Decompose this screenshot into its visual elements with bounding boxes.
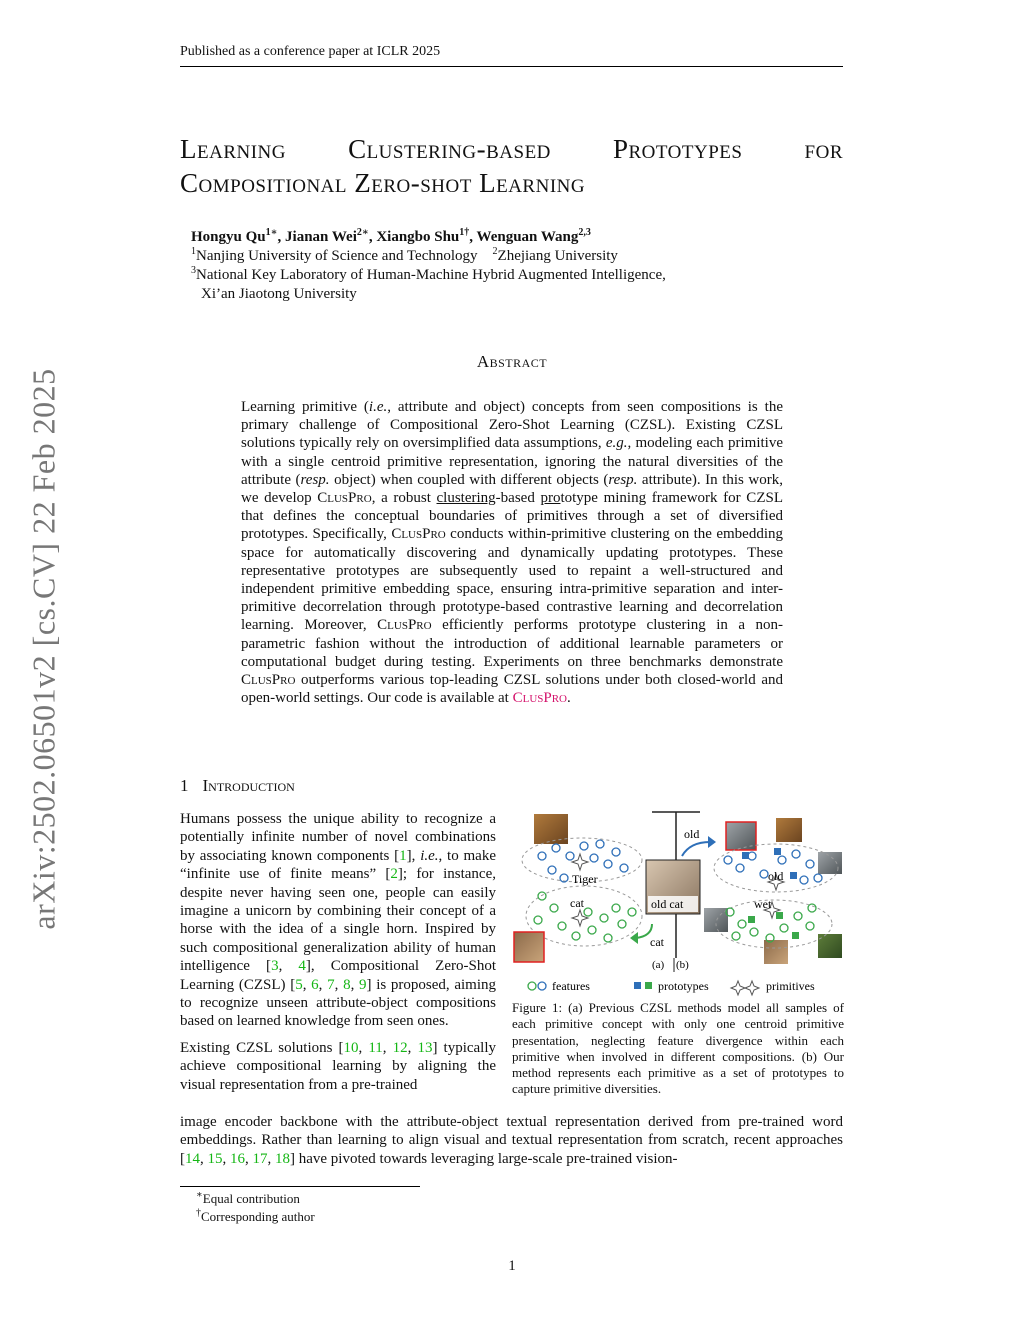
author: Jianan Wei	[285, 229, 357, 245]
paragraph: image encoder backbone with the attribute-object textual representation derived from pre-trained word embeddings. Rather than learning to align visual and textual representation from scratch, recent approaches [14, 15, 16, 17, 18] have pivoted towards leveraging large-scale pre-trained vision-	[180, 1114, 843, 1167]
legend-prototype-icon	[645, 982, 652, 989]
fig-label-old-top: old	[684, 827, 700, 841]
wet-thumbnail	[818, 934, 842, 958]
running-header: Published as a conference paper at ICLR 2025	[180, 44, 441, 59]
cat-thumbnail	[764, 940, 788, 964]
legend	[528, 979, 815, 995]
citation[interactable]: 8	[343, 976, 351, 993]
legend-prototypes: prototypes	[658, 979, 709, 993]
citation[interactable]: 13	[417, 1039, 433, 1056]
old-thumbnail	[776, 818, 802, 842]
legend-features: features	[552, 979, 590, 993]
header-rule	[180, 66, 843, 67]
paragraph: Existing CZSL solutions [10, 11, 12, 13] typically achieve compositional learning by aligning the visual representation from a pre-trained	[180, 1039, 497, 1093]
wet-thumbnail	[704, 908, 728, 932]
page-number: 1	[508, 1258, 516, 1274]
legend-feature-icon	[528, 982, 536, 990]
affiliation: Nanjing University of Science and Technology	[196, 248, 478, 264]
fig-label-old-right: old	[768, 869, 784, 883]
arrow-old	[682, 842, 710, 856]
citation[interactable]: 9	[359, 976, 367, 993]
citation[interactable]: 17	[252, 1150, 268, 1167]
citation[interactable]: 16	[230, 1150, 245, 1167]
abstract-heading: Abstract	[476, 352, 548, 371]
author-names: Hongyu $Qu^{1∗}$, Jianan Wei$^{2∗}$, Xiangbo Shu$^{1\dagger}$, Wenguan Wang$^{2,3}$	[191, 227, 591, 245]
tiger-thumbnail	[534, 814, 568, 844]
affiliation: National Key Laboratory of Human-Machine Hybrid Augmented Intelligence,	[196, 267, 666, 283]
section-number: 1	[180, 776, 189, 795]
fig-label-cat-left: cat	[570, 896, 584, 910]
citation[interactable]: 18	[275, 1150, 290, 1167]
title-word: Learning	[180, 134, 286, 164]
intro-column	[180, 810, 496, 1102]
footnote-rule	[180, 1186, 420, 1187]
figure-1	[512, 808, 844, 998]
arxiv-stamp-text: arXiv:2502.06501v2 [cs.CV] 22 Feb 2025	[25, 368, 62, 930]
cat-primitive-icon	[572, 910, 588, 926]
fig-label-cat-bottom: cat	[650, 935, 664, 949]
arxiv-stamp	[14, 354, 74, 944]
title-line-2: Compositional Zero-shot Learning	[180, 168, 586, 198]
old-thumbnail	[818, 852, 842, 874]
citation[interactable]: 2	[390, 866, 398, 883]
figure-caption: Figure 1: (a) Previous CZSL methods model all samples of each primitive concept with only one centroid primitive presentation, neglecting feature divergence within each primitive when involved in different compositions. (b) Our method represents each primitive as a set of prototypes to capture primitive diversities.	[512, 1000, 844, 1097]
fig-label-tiger: Tiger	[572, 872, 598, 886]
footnote: ∗Equal contribution	[196, 1189, 300, 1206]
title-word: Prototypes	[612, 134, 743, 164]
affiliation: Zhejiang University	[497, 248, 618, 264]
citation[interactable]: 7	[327, 976, 335, 993]
arrow-old-head	[708, 836, 716, 848]
citation[interactable]: 11	[368, 1039, 383, 1056]
paper-title	[180, 132, 843, 200]
legend-primitive-icon	[745, 981, 759, 995]
title-word: Clustering-based	[348, 134, 551, 164]
citation[interactable]: 6	[311, 976, 319, 993]
footnote: †Corresponding author	[196, 1207, 315, 1224]
title-word: for	[804, 134, 843, 164]
legend-primitive-icon	[731, 981, 745, 995]
author: Wenguan Wang	[476, 229, 579, 245]
fig-label-b: (b)	[676, 959, 689, 971]
code-link[interactable]: ClusPro	[512, 690, 568, 707]
citation[interactable]: 5	[295, 976, 303, 993]
fig-label-a: (a)	[652, 959, 665, 971]
fig-label-old-cat: old cat	[651, 897, 684, 911]
arrow-cat-head	[630, 932, 638, 944]
citation[interactable]: 3	[271, 958, 279, 975]
legend-feature-icon	[538, 982, 546, 990]
citation[interactable]: 15	[207, 1150, 223, 1167]
citation[interactable]: 4	[298, 958, 306, 975]
citation[interactable]: 14	[185, 1150, 200, 1167]
author: Xiangbo Shu	[376, 229, 460, 245]
section-title: Introduction	[202, 776, 295, 795]
abstract-body: Learning primitive (i.e., attribute and object) concepts from seen compositions is the primary challenge of Compositional Zero-Shot Learning (CZSL). Existing CZSL solutions typically rely on oversimplified data assumptions, e.g., modeling each primitive with a single centroid primitive representation, ignoring the natural diversities of the attribute (resp. object) when coupled with different objects (resp. attribute). In this work, we develop ClusPro, a robust clustering-based prototype mining framework for CZSL that defines the conceptual boundaries of primitives through a set of diversified prototypes. Specifically, ClusPro conducts within-primitive clustering on the embedding space for automatically discovering and dynamically updating prototypes. These representative prototypes are subsequently used to repaint a well-structured and independent primitive embedding space, ensuring intra-primitive separation and inter-primitive decorrelation through prototype-based contrastive learning and decorrelation learning. Moreover, ClusPro efficiently performs prototype clustering in a non-parametric fashion without the introduction of additional learnable parameters or computational budget during testing. Experiments on three benchmarks demonstrate ClusPro outperforms various top-leading CZSL solutions under both closed-world and open-world settings. Our code is available at ClusPro.	[241, 399, 783, 707]
author: Hongyu Qu	[191, 229, 266, 245]
author-block	[191, 228, 666, 304]
legend-primitives: primitives	[766, 979, 815, 993]
affiliation: Xi’an Jiaotong University	[201, 286, 357, 302]
affiliation-line: $^1$Nanjing University of Science and Technology $^2$Zhejiang University	[191, 246, 618, 264]
footnotes	[196, 1190, 315, 1226]
section-heading	[180, 776, 295, 796]
citation[interactable]: 1	[399, 847, 407, 864]
legend-prototype-icon	[634, 982, 641, 989]
paragraph: Humans possess the unique ability to recognize a potentially infinite number of novel combinations by associating known components [1], i.e., to make “infinite use of finite means” [2]; for instance, despite never having seen one, people can easily imagine a unicorn by combining their concept of a horse with the idea of a single horn. Inspired by such compositional generalization ability of human intelligence [3, 4], Compositional Zero-Shot Learning (CZSL) [5, 6, 7, 8, 9] is proposed, aiming to recognize unseen attribute-object compositions based on learned knowledge from seen ones.	[180, 811, 497, 1030]
citation[interactable]: 12	[392, 1039, 408, 1056]
affiliation-line: $^3$National Key Laboratory of Human-Machine Hybrid Augmented Intelligence,	[191, 265, 666, 283]
fig-label-wet: wet	[754, 897, 772, 911]
cat-query-thumbnail	[514, 932, 544, 962]
citation[interactable]: 10	[343, 1039, 359, 1056]
